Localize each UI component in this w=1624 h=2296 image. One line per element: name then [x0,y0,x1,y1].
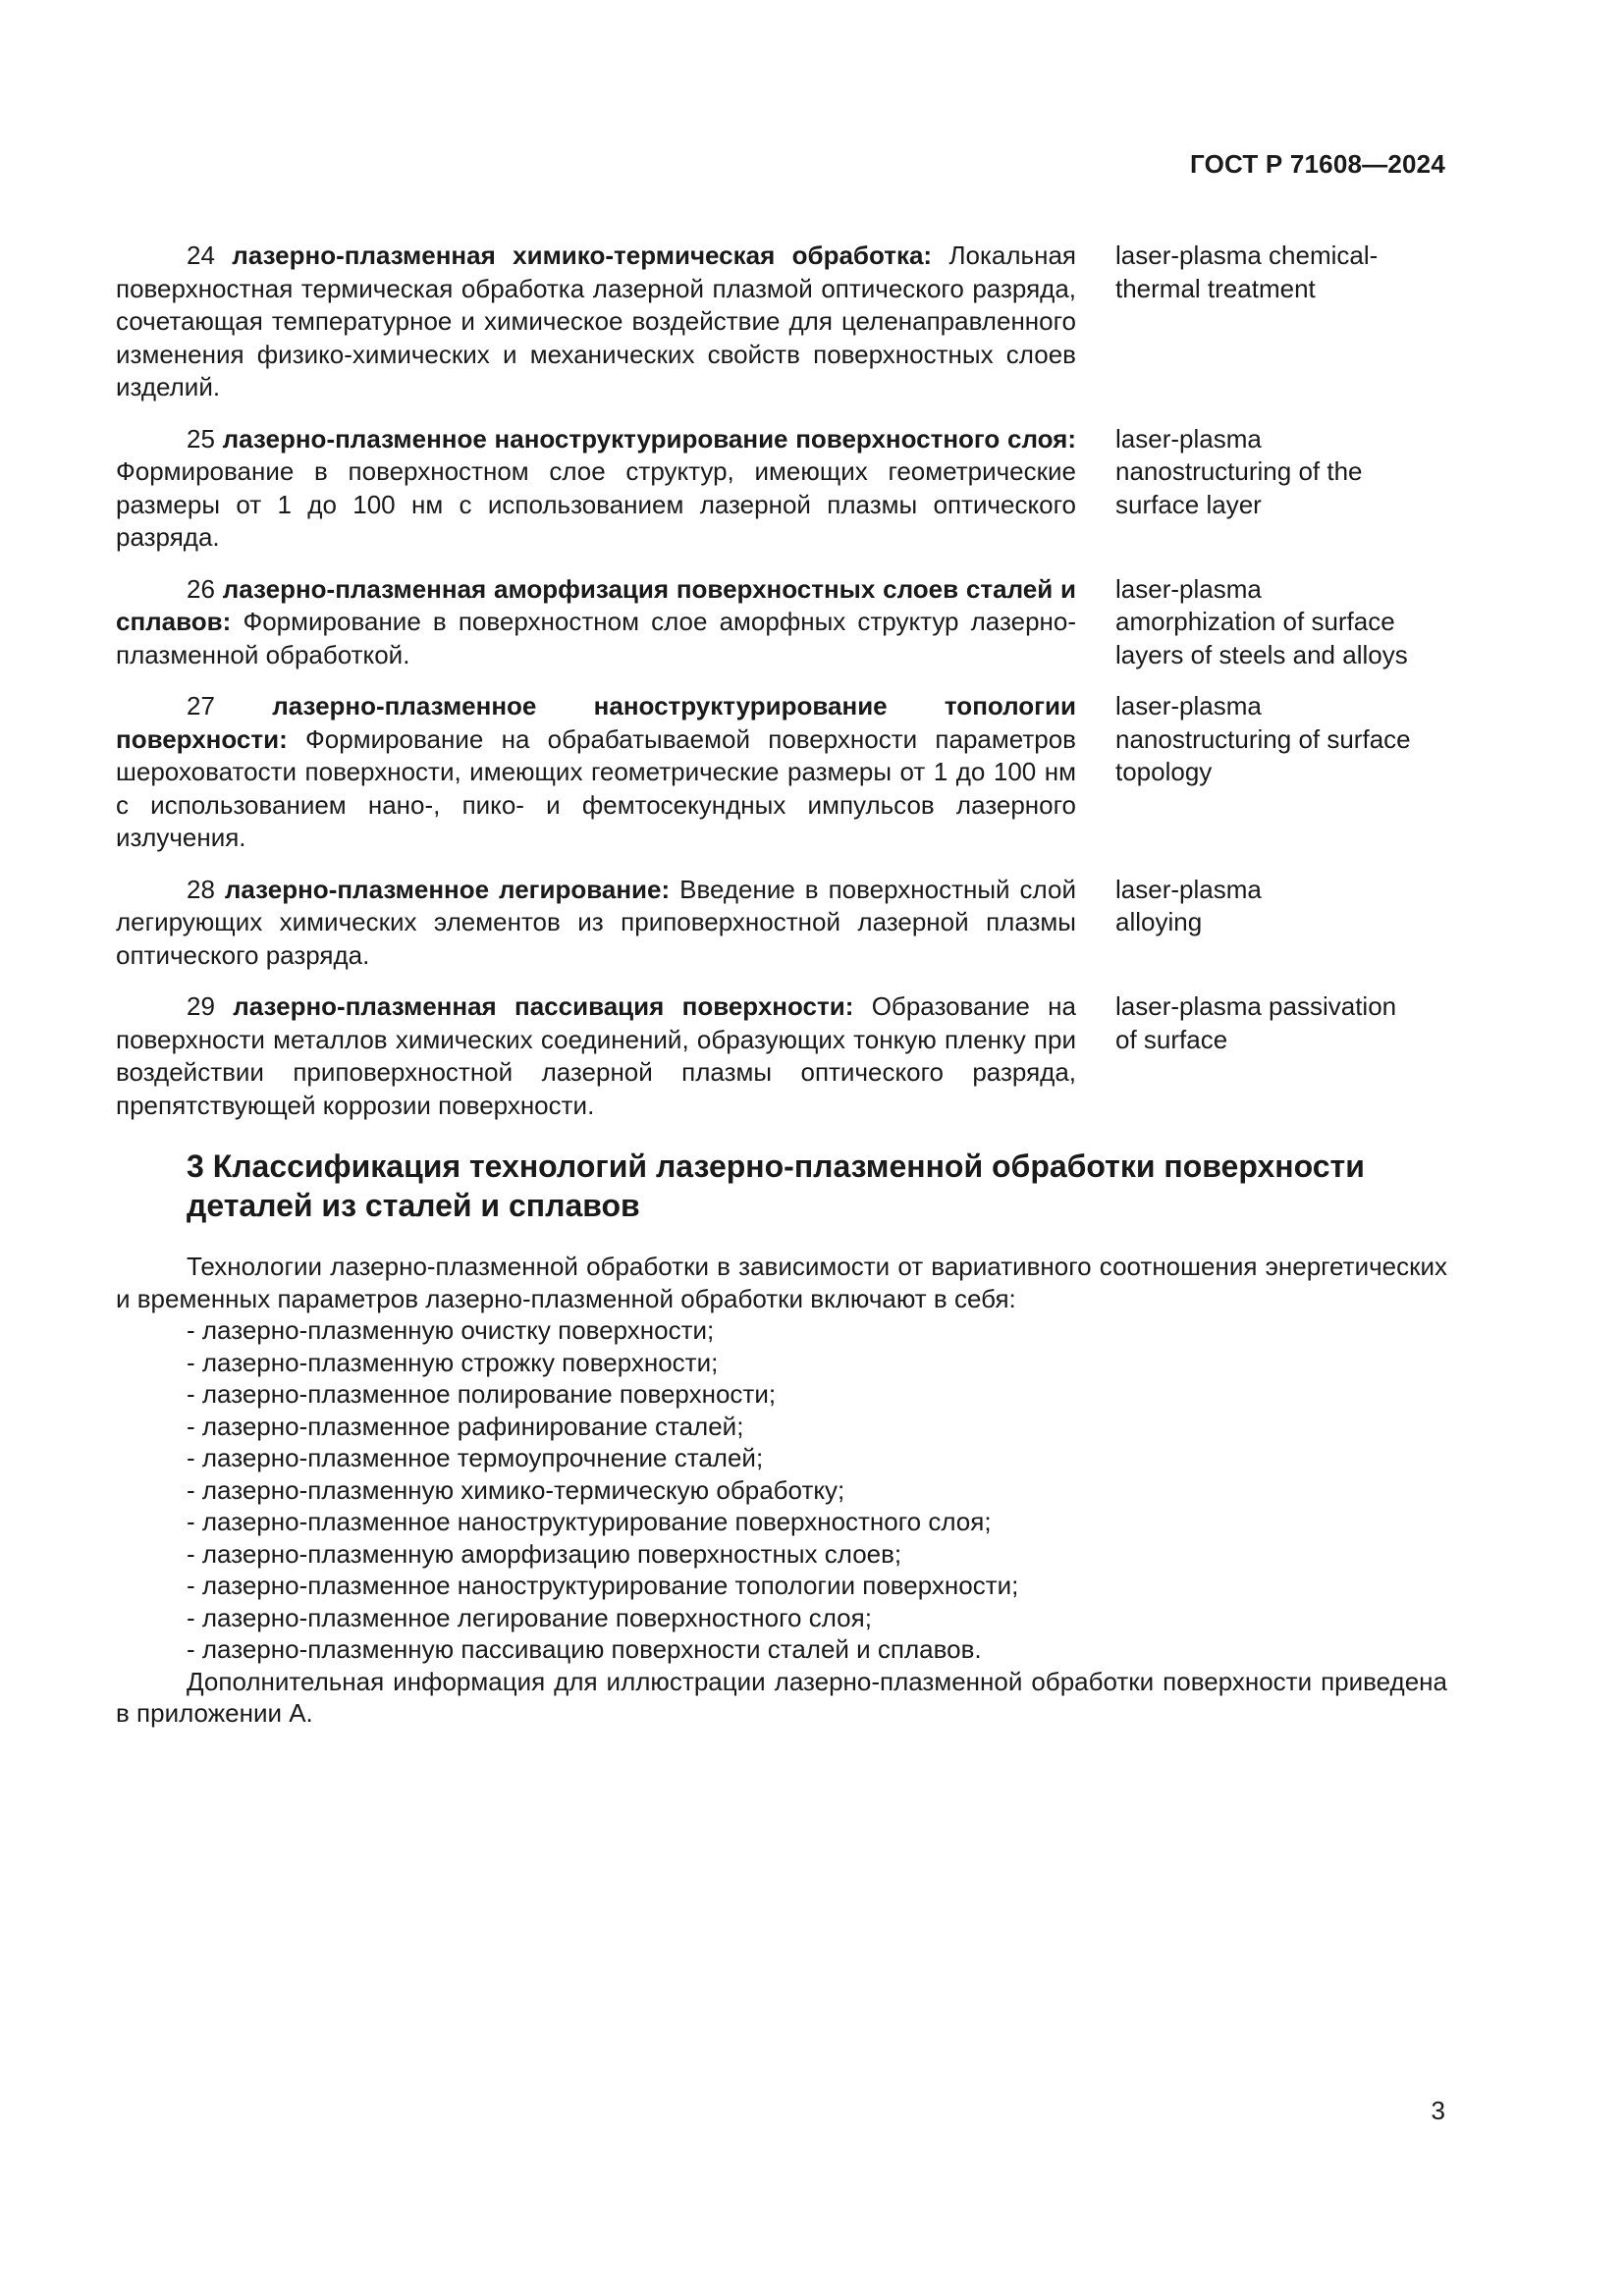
term-en-line: layers of steels and alloys [1115,639,1408,669]
term-en-line: alloying [1115,907,1203,936]
term-number: 27 [187,691,215,721]
term-en-line: topology [1115,757,1213,786]
term-definition-ru [116,423,1076,555]
term-definition-text: Локальная поверхностная термическая обработка лазерной плазмой оптического разряда, сочетающая температурное и химическое воздействие для целенаправленного изменения физико-химических и механических свойств поверхностных слоев изделий. [116,240,1076,401]
list-item: - лазерно-плазменную очистку поверхности; [187,1315,715,1345]
term-title: лазерно-плазменная аморфизация поверхностных слоев сталей и сплавов: [116,573,1076,636]
term-english-equivalent [1115,690,1445,855]
section-intro-paragraph: Технологии лазерно-плазменной обработки в зависимости от вариативного соотношения энергетических и временных параметров лазерно-плазменной обработки включают в себя: [116,1252,1447,1313]
term-entry-25 [116,423,1445,555]
term-en-line: surface layer [1115,489,1262,519]
term-number: 24 [187,240,215,270]
section-3 [116,1147,1447,1730]
term-definition-ru [116,874,1076,973]
list-item: - лазерно-плазменное рафинирование сталей; [187,1411,744,1441]
term-definition-text: Образование на поверхности металлов химических соединений, образующих тонкую пленку при воздействии приповерхностной лазерной плазмы оптического разряда, препятствующей коррозии поверхности. [116,991,1076,1120]
list-item: - лазерно-плазменное наноструктурирование топологии поверхности; [187,1571,1019,1600]
term-definition-ru [116,690,1076,855]
list-item: - лазерно-плазменное полирование поверхности; [187,1379,777,1409]
list-item: - лазерно-плазменную строжку поверхности; [187,1347,719,1377]
term-definition-text: Формирование в поверхностном слое структур, имеющих геометрические размеры от 1 до 100 нм с использованием лазерной плазмы оптического разряда. [116,456,1076,552]
term-definition-text: Введение в поверхностный слой легирующих химических элементов из приповерхностной лазерной плазмы оптического разряда. [116,874,1076,970]
term-english-equivalent [1115,423,1445,555]
list-item: - лазерно-плазменное термоупрочнение сталей; [187,1443,764,1472]
term-number: 28 [187,874,215,904]
term-number: 25 [187,423,215,454]
term-title: лазерно-плазменное легирование: [224,874,671,904]
term-entry-28 [116,874,1445,973]
term-definition-text: Формирование на обрабатываемой поверхности параметров шероховатости поверхности, имеющих геометрические размеры от 1 до 100 нм с использованием нано-, пико- и фемтосекундных импульсов лазерного излучения. [116,723,1076,852]
term-en-line: nanostructuring of the [1115,456,1363,486]
term-definition-text: Формирование в поверхностном слое аморфных структур лазерно-плазменной обработкой. [116,607,1077,669]
document-code-header: ГОСТ Р 71608—2024 [1190,149,1445,179]
term-number: 26 [187,573,215,604]
term-en-line: of surface [1115,1024,1228,1054]
term-en-line: laser-plasma [1115,423,1262,454]
term-title: лазерно-плазменное наноструктурирование поверхностного слоя: [222,423,1076,454]
term-en-line: amorphization of surface [1115,607,1395,636]
term-en-line: nanostructuring of surface [1115,723,1411,754]
term-definition-ru [116,990,1076,1122]
technology-list [116,1314,1447,1666]
list-item: - лазерно-плазменную химико-термическую обработку; [187,1474,845,1505]
term-entry-27 [116,690,1445,855]
term-title: лазерно-плазменная пассивация поверхности: [233,991,854,1021]
term-en-line: laser-plasma [1115,691,1262,721]
term-title: лазерно-плазменная химико-термическая обработка: [232,240,933,270]
list-item: - лазерно-плазменное наноструктурирование поверхностного слоя; [187,1507,992,1536]
term-english-equivalent [1115,990,1445,1122]
page-number: 3 [1431,2096,1445,2125]
term-entry-24 [116,240,1445,404]
term-en-line: laser-plasma [1115,573,1262,604]
term-en-line: laser-plasma passivation [1115,991,1397,1021]
term-en-line: laser-plasma [1115,874,1262,904]
section-heading: 3 Классификация технологий лазерно-плазменной обработки поверхности деталей из сталей и сплавов [187,1148,1365,1223]
term-definition-ru [116,240,1076,404]
term-english-equivalent [1115,874,1445,973]
term-english-equivalent [1115,240,1445,404]
term-en-line: laser-plasma chemical- [1115,240,1379,270]
term-entry-26 [116,573,1445,672]
term-entry-29 [116,990,1445,1122]
section-closing-paragraph: Дополнительная информация для иллюстрации лазерно-плазменной обработки поверхности приведена в приложении А. [116,1666,1447,1728]
list-item: - лазерно-плазменную пассивацию поверхности сталей и сплавов. [187,1634,982,1664]
terms-list [116,240,1445,1141]
term-en-line: thermal treatment [1115,273,1316,303]
term-number: 29 [187,991,215,1021]
term-english-equivalent [1115,573,1445,672]
list-item: - лазерно-плазменное легирование поверхностного слоя; [187,1602,872,1632]
list-item: - лазерно-плазменную аморфизацию поверхностных слоев; [187,1538,902,1569]
term-definition-ru [116,573,1076,672]
term-title: лазерно-плазменное наноструктурирование топологии поверхности: [116,691,1076,754]
